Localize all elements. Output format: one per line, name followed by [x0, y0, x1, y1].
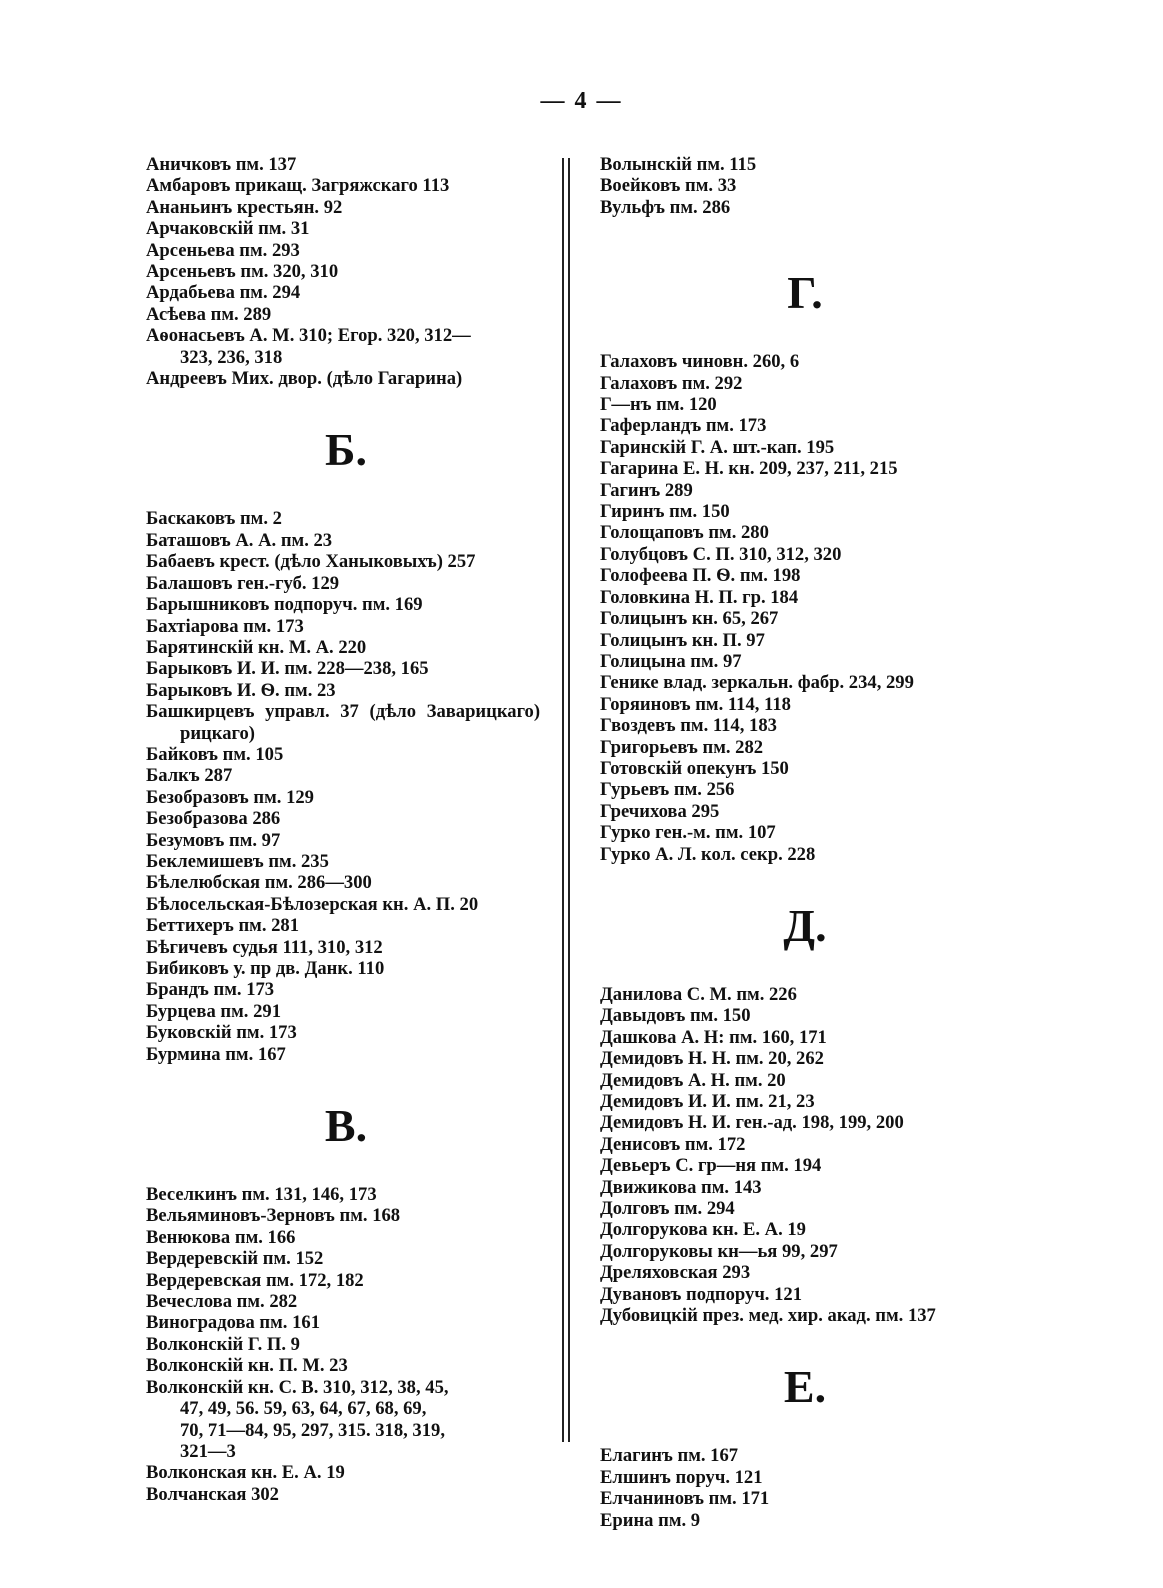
section-d-list	[600, 984, 1010, 1327]
index-entry: Вульфъ пм. 286	[600, 196, 731, 218]
index-entry: Елчаниновъ пм. 171	[600, 1488, 770, 1510]
index-entry: Гвоздевъ пм. 114, 183	[600, 715, 777, 737]
index-entry: Бабаевъ крест. (дѣло Ханыковыхъ) 257	[146, 551, 476, 573]
index-entry: Беттихеръ пм. 281	[146, 915, 300, 937]
section-e-list	[600, 1445, 1010, 1531]
index-entry: Барыковъ И. И. пм. 228—238, 165	[146, 658, 429, 680]
index-entry-continuation: 323, 236, 318	[180, 346, 283, 368]
index-entry: Долгорукова кн. Е. А. 19	[600, 1219, 806, 1241]
index-entry: Ерина пм. 9	[600, 1509, 701, 1531]
index-entry-continuation: рицкаго)	[180, 722, 255, 744]
index-entry: Бѣлосельская-Бѣлозерская кн. А. П. 20	[146, 893, 479, 915]
index-entry: Данилова С. М. пм. 226	[600, 983, 797, 1005]
index-entry: Бѣлелюбская пм. 286—300	[146, 872, 372, 894]
page-number: — 4 —	[540, 88, 623, 114]
index-entry: Амбаровъ прикащ. Загряжскаго 113	[146, 175, 450, 197]
index-entry: Бибиковъ у. пр дв. Данк. 110	[146, 958, 385, 979]
index-entry-continuation: 321—3	[180, 1440, 236, 1462]
index-entry: Готовскій опекунъ 150	[600, 757, 789, 779]
index-entry: Вечеслова пм. 282	[146, 1291, 298, 1313]
index-entry: Бахтіарова пм. 173	[146, 615, 304, 637]
index-entry: Ананьинъ крестьян. 92	[146, 196, 343, 218]
index-entry: Буковскій пм. 173	[146, 1022, 297, 1044]
index-entry: Воейковъ пм. 33	[600, 175, 737, 197]
index-entry: Гагинъ 289	[600, 479, 693, 501]
index-entry: Асѣева пм. 289	[146, 303, 272, 325]
index-entry: Головкина Н. П. гр. 184	[600, 586, 799, 608]
index-entry: Брандъ пм. 173	[146, 979, 275, 1001]
index-entry: Голофеева П. Ѳ. пм. 198	[600, 565, 801, 587]
index-entry: Волынскій пм. 115	[600, 154, 757, 175]
index-entry: Аѳонасьевъ А. М. 310; Егор. 320, 312—	[146, 325, 471, 347]
index-entry: Голощаповъ пм. 280	[600, 522, 769, 544]
index-entry: Горяиновъ пм. 114, 118	[600, 693, 791, 715]
index-entry-continuation: 70, 71—84, 95, 297, 315. 318, 319,	[180, 1419, 445, 1441]
index-entry: Генике влад. зеркальн. фабр. 234, 299	[600, 672, 914, 694]
index-entry: Волконская кн. Е. А. 19	[146, 1462, 345, 1484]
index-entry: Дувановъ подпоруч. 121	[600, 1283, 802, 1305]
index-entry: Бурмина пм. 167	[146, 1043, 286, 1065]
index-entry: Г—нъ пм. 120	[600, 394, 717, 416]
index-entry: Гурьевъ пм. 256	[600, 779, 735, 801]
index-entry: Долговъ пм. 294	[600, 1198, 735, 1220]
section-heading-g: Г.	[787, 267, 823, 319]
index-entry: Давыдовъ пм. 150	[600, 1005, 751, 1027]
index-entry: Арсеньева пм. 293	[146, 239, 300, 261]
index-entry: Веселкинъ пм. 131, 146, 173	[146, 1184, 377, 1206]
section-v-list	[146, 1184, 546, 1505]
index-entry: Байковъ пм. 105	[146, 743, 284, 765]
index-column-left	[146, 154, 546, 1505]
index-entry: Гагарина Е. Н. кн. 209, 237, 211, 215	[600, 458, 898, 480]
index-entry: Гаферландъ пм. 173	[600, 415, 767, 437]
section-heading-d: Д.	[783, 899, 827, 951]
index-entry: Безобразова 286	[146, 808, 281, 830]
index-entry: Демидовъ И. И. пм. 21, 23	[600, 1091, 815, 1112]
index-entry: Григорьевъ пм. 282	[600, 736, 764, 758]
index-entry: Голицынъ кн. П. 97	[600, 629, 765, 651]
index-entry: Балашовъ ген.-губ. 129	[146, 572, 340, 594]
index-entry: Гиринъ пм. 150	[600, 501, 730, 523]
index-entry: Виноградова пм. 161	[146, 1312, 320, 1334]
index-entry: Демидовъ Н. Н. пм. 20, 262	[600, 1048, 824, 1070]
index-entry: Вердеревскій пм. 152	[146, 1248, 324, 1270]
index-entry: Голицынъ кн. 65, 267	[600, 608, 779, 630]
column-divider	[562, 158, 570, 1442]
index-entry: Демидовъ Н. И. ген.-ад. 198, 199, 200	[600, 1112, 904, 1134]
index-entry: Волчанская 302	[146, 1483, 279, 1505]
index-entry: Арчаковскій пм. 31	[146, 218, 310, 240]
index-entry: Денисовъ пм. 172	[600, 1133, 746, 1155]
section-heading-e: Е.	[783, 1361, 827, 1413]
index-entry: Бурцева пм. 291	[146, 1000, 281, 1022]
index-entry: Беклемишевъ пм. 235	[146, 850, 329, 872]
index-entry: Движикова пм. 143	[600, 1176, 762, 1198]
index-entry: Девьеръ С. гр—ня пм. 194	[600, 1155, 822, 1177]
index-entry: Гурко ген.-м. пм. 107	[600, 822, 776, 844]
index-entry: Елагинъ пм. 167	[600, 1445, 739, 1467]
index-entry: Вердеревская пм. 172, 182	[146, 1269, 364, 1291]
index-entry: Долгоруковы кн—ья 99, 297	[600, 1240, 838, 1262]
index-entry: Балкъ 287	[146, 765, 233, 787]
index-entry: Галаховъ чиновн. 260, 6	[600, 351, 800, 373]
index-entry: Галаховъ пм. 292	[600, 372, 743, 394]
section-a-list	[146, 154, 546, 389]
index-entry: Голицына пм. 97	[600, 650, 742, 672]
index-entry: Бѣгичевъ судья 111, 310, 312	[146, 936, 383, 958]
index-column-right	[600, 154, 1010, 1531]
section-v-continued-list	[600, 154, 1010, 218]
index-entry: Арсеньевъ пм. 320, 310	[146, 261, 339, 283]
index-entry: Аничковъ пм. 137	[146, 154, 297, 175]
index-entry: Волконскій кн. С. В. 310, 312, 38, 45,	[146, 1376, 449, 1398]
index-entry: Дашкова А. Н: пм. 160, 171	[600, 1026, 827, 1048]
index-entry: Барышниковъ подпоруч. пм. 169	[146, 594, 423, 616]
index-entry: Гурко А. Л. кол. секр. 228	[600, 843, 816, 865]
section-heading-b: Б.	[325, 424, 367, 476]
index-entry: Баташовъ А. А. пм. 23	[146, 529, 333, 551]
index-entry: Елшинъ поруч. 121	[600, 1466, 763, 1488]
index-entry: Безумовъ пм. 97	[146, 829, 281, 851]
index-entry: Ардабьева пм. 294	[146, 282, 301, 304]
index-entry: Венюкова пм. 166	[146, 1226, 296, 1248]
index-entry: Вельяминовъ-Зерновъ пм. 168	[146, 1205, 401, 1227]
index-entry: Башкирцевъ управл. 37 (дѣло Заварицкаго)	[146, 701, 541, 723]
index-entry: Дубовицкій през. мед. хир. акад. пм. 137	[600, 1305, 936, 1327]
index-entry: Гречихова 295	[600, 800, 720, 822]
index-entry: Барятинскій кн. М. А. 220	[146, 636, 367, 658]
index-entry: Волконскій Г. П. 9	[146, 1333, 300, 1355]
index-entry-continuation: 47, 49, 56. 59, 63, 64, 67, 68, 69,	[180, 1398, 427, 1420]
section-g-list	[600, 351, 1010, 865]
section-heading-v: В.	[324, 1100, 368, 1152]
index-entry: Гаринскій Г. А. шт.-кап. 195	[600, 436, 835, 458]
index-entry: Волконскій кн. П. М. 23	[146, 1355, 348, 1377]
index-entry: Голубцовъ С. П. 310, 312, 320	[600, 543, 842, 565]
index-entry: Баскаковъ пм. 2	[146, 508, 282, 530]
index-entry: Безобразовъ пм. 129	[146, 786, 314, 808]
index-entry: Андреевъ Мих. двор. (дѣло Гагарина)	[146, 368, 463, 390]
index-entry: Барыковъ И. Ѳ. пм. 23	[146, 679, 336, 701]
index-entry: Демидовъ А. Н. пм. 20	[600, 1069, 786, 1091]
section-b-list	[146, 508, 546, 1065]
index-entry: Дреляховская 293	[600, 1262, 751, 1284]
